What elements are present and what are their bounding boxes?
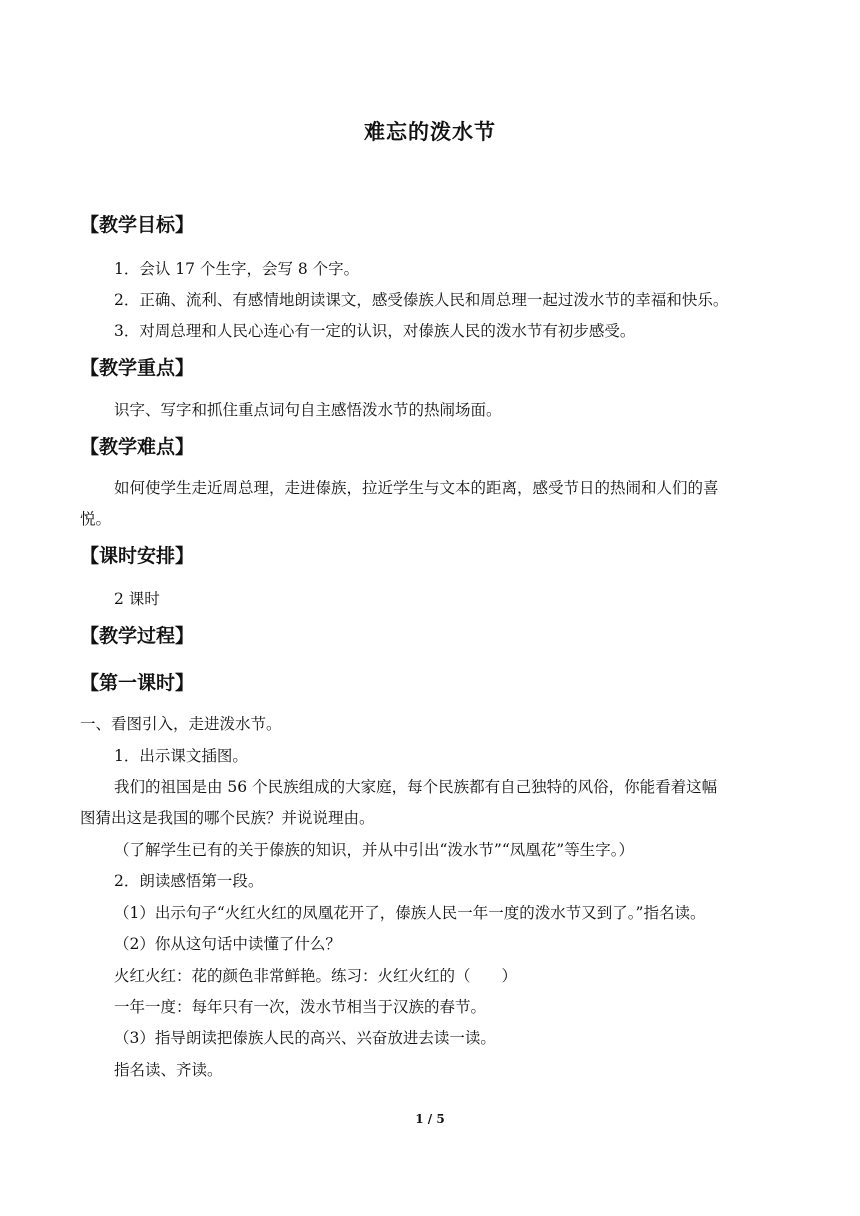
schedule-text: 2 课时 — [114, 590, 160, 608]
document-title: 难忘的泼水节 — [364, 119, 496, 144]
lesson-line: 1．出示课文插图。 — [114, 747, 248, 765]
lesson-line: （2）你从这句话中读懂了什么？ — [114, 935, 341, 953]
lesson-line: 我们的祖国是由 56 个民族组成的大家庭，每个民族都有自己独特的风俗，你能看着这幅 — [114, 778, 718, 796]
heading-objectives: 【教学目标】 — [80, 214, 195, 236]
lesson-line: （3）指导朗读把傣族人民的高兴、兴奋放进去读一读。 — [114, 1029, 496, 1047]
lesson-line: 指名读、齐读。 — [114, 1061, 223, 1079]
objective-item: 2．正确、流利、有感情地朗读课文，感受傣族人民和周总理一起过泼水节的幸福和快乐。 — [114, 291, 729, 309]
objective-item: 3．对周总理和人民心连心有一定的认识，对傣族人民的泼水节有初步感受。 — [114, 322, 636, 340]
difficulties-text: 如何使学生走近周总理，走进傣族，拉近学生与文本的距离，感受节日的热闹和人们的喜 — [114, 479, 719, 497]
heading-difficulties: 【教学难点】 — [80, 436, 195, 458]
lesson-line: 图猜出这是我国的哪个民族？并说说理由。 — [80, 809, 375, 827]
heading-process: 【教学过程】 — [80, 625, 195, 647]
lesson-line: 火红火红：花的颜色非常鲜艳。练习：火红火红的（ ） — [114, 967, 518, 985]
key-points-text: 识字、写字和抓住重点词句自主感悟泼水节的热闹场面。 — [114, 401, 502, 419]
difficulties-text: 悦。 — [80, 510, 112, 528]
lesson-line: （1）出示句子“火红火红的凤凰花开了，傣族人民一年一度的泼水节又到了。”指名读。 — [114, 904, 706, 922]
lesson-line: （了解学生已有的关于傣族的知识，并从中引出“泼水节”“凤凰花”等生字。） — [114, 841, 634, 859]
objective-item: 1．会认 17 个生字，会写 8 个字。 — [114, 260, 360, 278]
lesson-line: 一、看图引入，走进泼水节。 — [80, 715, 282, 733]
heading-schedule: 【课时安排】 — [80, 545, 195, 567]
heading-key-points: 【教学重点】 — [80, 357, 195, 379]
heading-first-lesson: 【第一课时】 — [80, 672, 195, 694]
lesson-line: 一年一度：每年只有一次，泼水节相当于汉族的春节。 — [114, 998, 487, 1016]
page-number: 1 / 5 — [415, 1112, 445, 1126]
lesson-line: 2．朗读感悟第一段。 — [114, 872, 264, 890]
